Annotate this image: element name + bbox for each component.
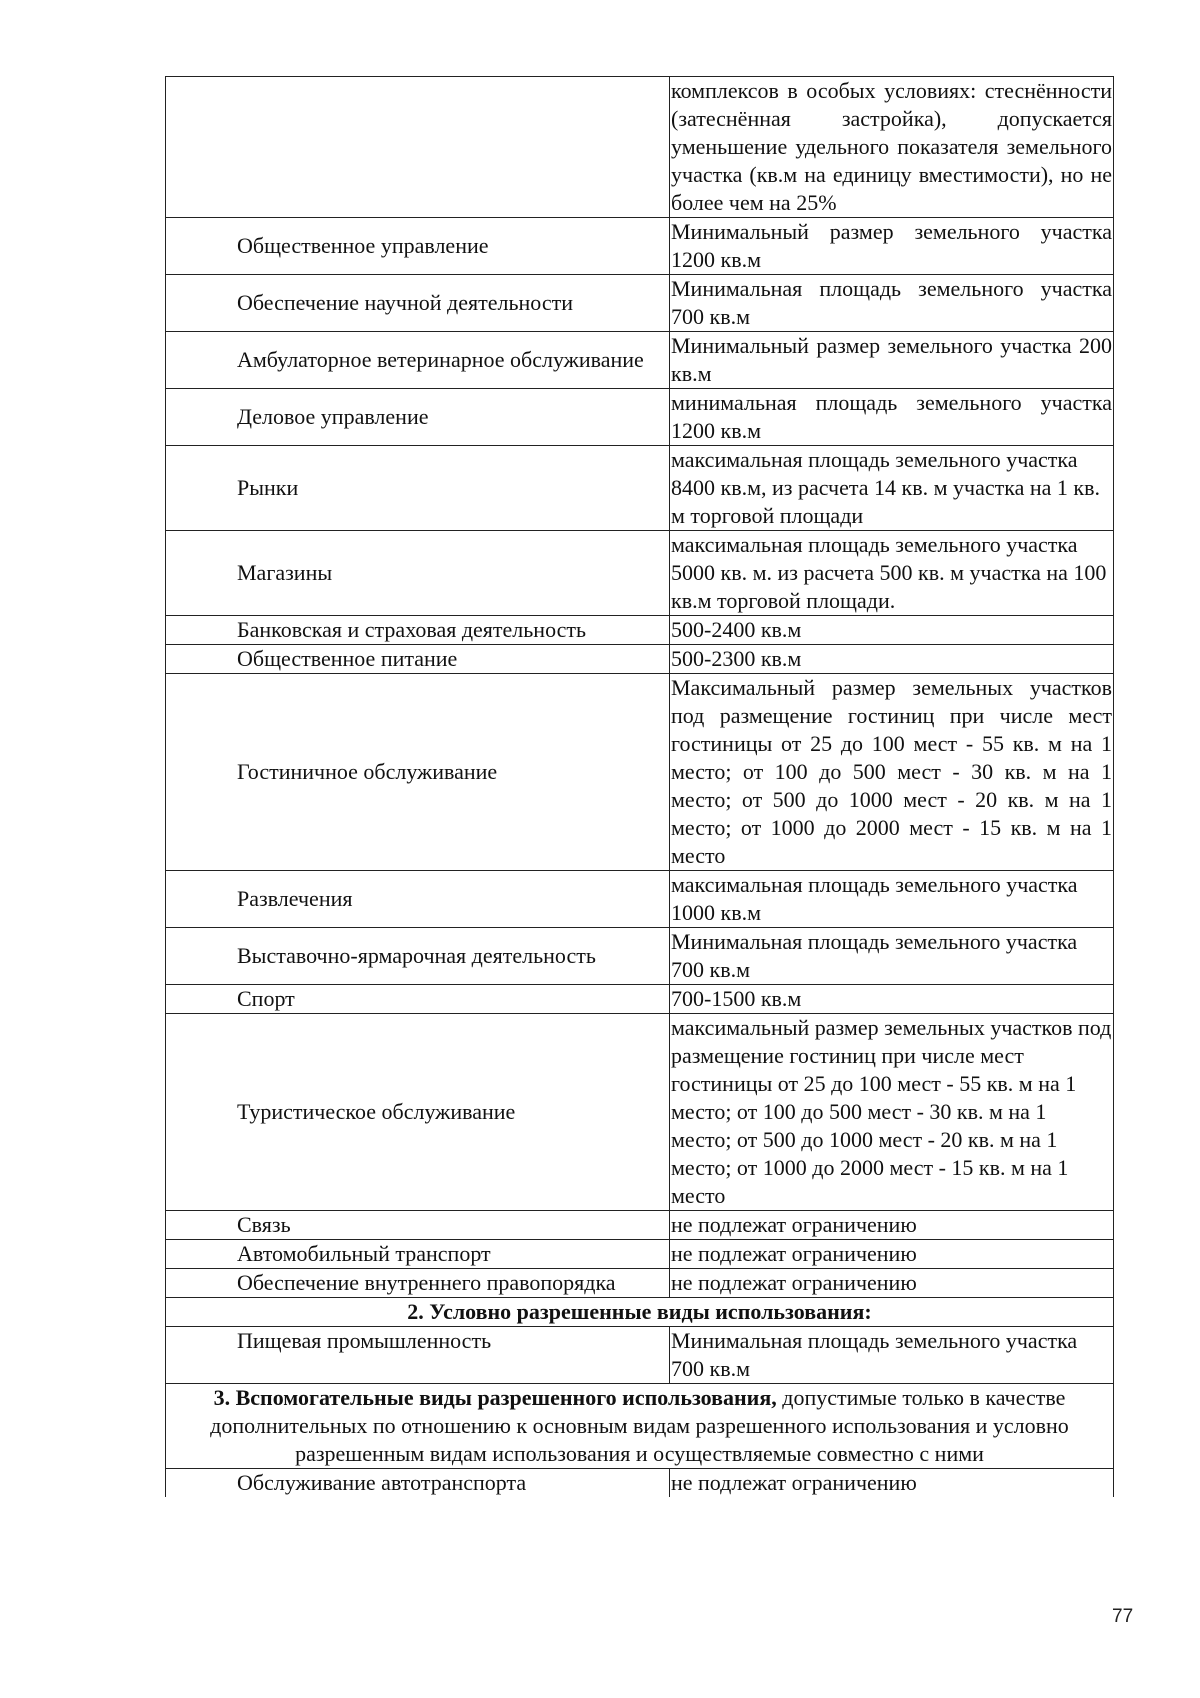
table-row: [166, 645, 1114, 674]
use-type-cell: Туристическое обслуживание: [166, 1014, 670, 1211]
use-type-cell: Банковская и страховая деятельность: [166, 616, 670, 645]
parameter-cell: максимальная площадь земельного участка 1000 кв.м: [670, 871, 1114, 928]
table-row: [166, 1211, 1114, 1240]
table-row: [166, 1240, 1114, 1269]
table-row: [166, 928, 1114, 985]
parameter-cell: не подлежат ограничению: [670, 1211, 1114, 1240]
table-row: [166, 275, 1114, 332]
section-3-heading: [166, 1384, 1114, 1469]
parameter-cell: 500-2300 кв.м: [670, 645, 1114, 674]
section-heading-row: [166, 1384, 1114, 1469]
parameter-cell: 700-1500 кв.м: [670, 985, 1114, 1014]
use-type-cell: Деловое управление: [166, 389, 670, 446]
use-type-cell: Спорт: [166, 985, 670, 1014]
table-row: [166, 389, 1114, 446]
table-row: [166, 1269, 1114, 1298]
use-type-cell: Гостиничное обслуживание: [166, 674, 670, 871]
use-type-cell: Магазины: [166, 531, 670, 616]
parameter-cell: Минимальный размер земельного участка 1200 кв.м: [670, 218, 1114, 275]
table-row: [166, 218, 1114, 275]
parameter-cell: Минимальная площадь земельного участка 700 кв.м: [670, 1327, 1114, 1384]
use-type-cell: Общественное управление: [166, 218, 670, 275]
section-3-heading-text: допустимые только в качестве дополнительных по отношению к основным видам разрешенного использования и условно разрешенным видам использования и осуществляемые совместно с ними: [210, 1385, 1069, 1466]
parameter-cell: Минимальная площадь земельного участка 700 кв.м: [670, 928, 1114, 985]
use-type-cell: Обслуживание автотранспорта: [166, 1469, 670, 1498]
section-heading-row: [166, 1298, 1114, 1327]
table-row: [166, 871, 1114, 928]
table-row: [166, 985, 1114, 1014]
use-type-cell: Автомобильный транспорт: [166, 1240, 670, 1269]
parameter-cell: минимальная площадь земельного участка 1200 кв.м: [670, 389, 1114, 446]
parameter-cell: не подлежат ограничению: [670, 1269, 1114, 1298]
parameter-cell: не подлежат ограничению: [670, 1469, 1114, 1498]
table-row: [166, 1469, 1114, 1498]
table-row: [166, 1327, 1114, 1384]
table-row: [166, 332, 1114, 389]
table-row: [166, 77, 1114, 218]
parameter-cell: Минимальный размер земельного участка 200 кв.м: [670, 332, 1114, 389]
parameter-cell: максимальный размер земельных участков под размещение гостиниц при числе мест гостиницы от 25 до 100 мест - 55 кв. м на 1 место; от 100 до 500 мест - 30 кв. м на 1 место; от 500 до 1000 мест - 20 кв. м на 1 место; от 1000 до 2000 мест - 15 кв. м на 1 место: [670, 1014, 1114, 1211]
parameter-cell: Минимальная площадь земельного участка 700 кв.м: [670, 275, 1114, 332]
use-type-cell: Общественное питание: [166, 645, 670, 674]
parameter-cell: Максимальный размер земельных участков под размещение гостиниц при числе мест гостиницы от 25 до 100 мест - 55 кв. м на 1 место; от 100 до 500 мест - 30 кв. м на 1 место; от 500 до 1000 мест - 20 кв. м на 1 место; от 1000 до 2000 мест - 15 кв. м на 1 место: [670, 674, 1114, 871]
parameter-cell: максимальная площадь земельного участка 8400 кв.м, из расчета 14 кв. м участка на 1 кв. м торговой площади: [670, 446, 1114, 531]
table-row: [166, 446, 1114, 531]
table-row: [166, 531, 1114, 616]
table-row: [166, 674, 1114, 871]
section-3-heading-bold: 3. Вспомогательные виды разрешенного использования,: [213, 1385, 777, 1410]
section-2-heading: 2. Условно разрешенные виды использования:: [166, 1298, 1114, 1327]
table-row: [166, 1014, 1114, 1211]
parameter-cell: 500-2400 кв.м: [670, 616, 1114, 645]
use-type-cell: Амбулаторное ветеринарное обслуживание: [166, 332, 670, 389]
table-row: [166, 616, 1114, 645]
land-use-table: [165, 76, 1114, 1497]
parameter-cell: не подлежат ограничению: [670, 1240, 1114, 1269]
parameter-cell: комплексов в особых условиях: стеснённости (затеснённая застройка), допускается уменьшение удельного показателя земельного участка (кв.м на единицу вместимости), но не более чем на 25%: [670, 77, 1114, 218]
use-type-cell: [166, 77, 670, 218]
use-type-cell: Связь: [166, 1211, 670, 1240]
use-type-cell: Рынки: [166, 446, 670, 531]
use-type-cell: Обеспечение внутреннего правопорядка: [166, 1269, 670, 1298]
use-type-cell: Выставочно-ярмарочная деятельность: [166, 928, 670, 985]
use-type-cell: Развлечения: [166, 871, 670, 928]
page-number: 77: [1112, 1606, 1134, 1627]
use-type-cell: Обеспечение научной деятельности: [166, 275, 670, 332]
use-type-cell: Пищевая промышленность: [166, 1327, 670, 1384]
parameter-cell: максимальная площадь земельного участка 5000 кв. м. из расчета 500 кв. м участка на 100 кв.м торговой площади.: [670, 531, 1114, 616]
